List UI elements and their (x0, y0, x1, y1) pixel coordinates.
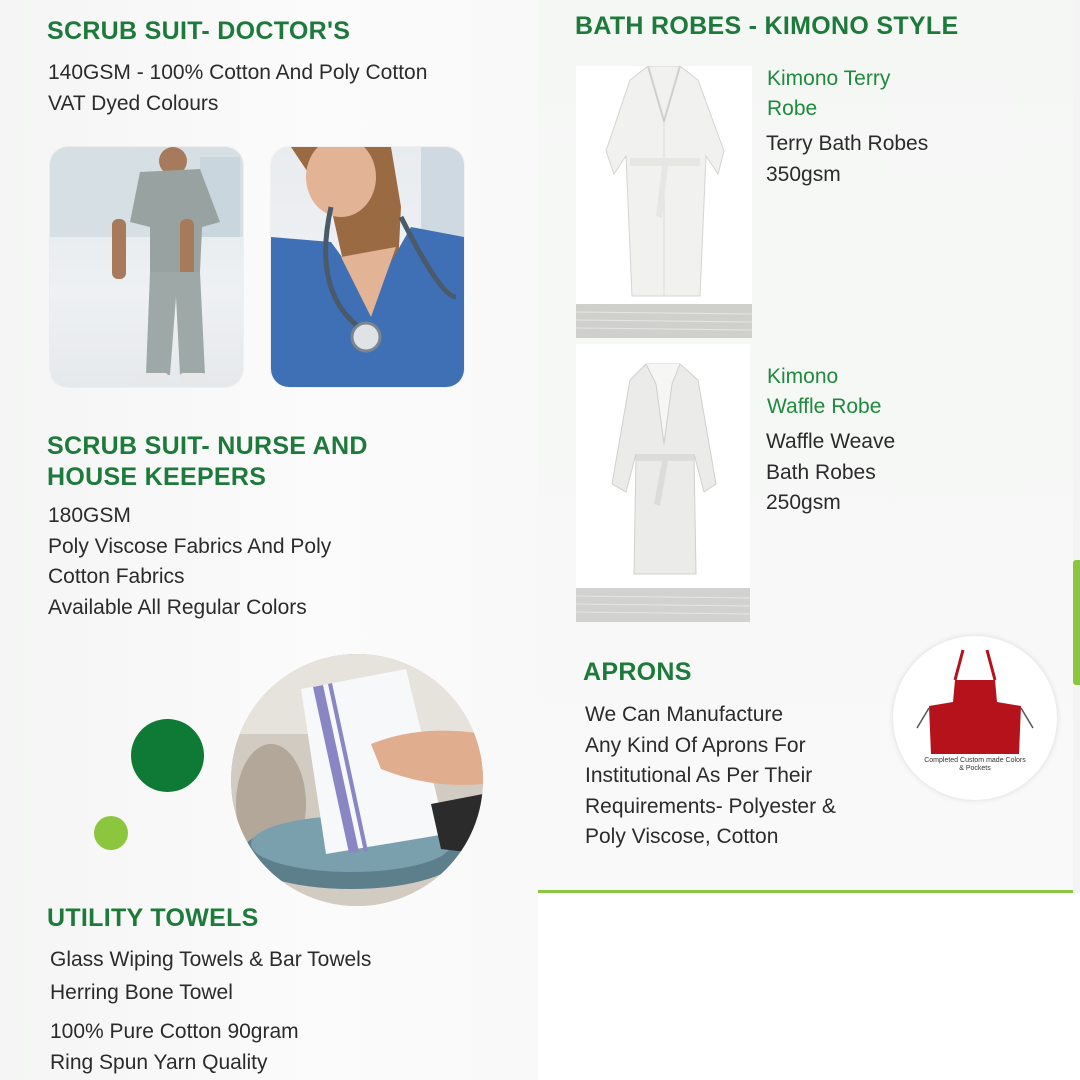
scrub-nurse-title-line: HOUSE KEEPERS (47, 463, 267, 491)
waffle-robe-name-line: Waffle Robe (767, 395, 882, 418)
waffle-robe-desc-line: 250gsm (766, 491, 841, 514)
terry-robe-name (767, 64, 890, 124)
aprons-desc (585, 700, 836, 853)
aprons-line: Poly Viscose, Cotton (585, 825, 779, 848)
aprons-line: Requirements- Polyester & (585, 794, 836, 818)
scrub-doctors-desc (48, 58, 427, 119)
scrub-nurse-title-line: SCRUB SUIT- NURSE AND (47, 432, 368, 460)
utility-towels-title: UTILITY TOWELS (47, 904, 259, 932)
scrub-doctors-line: VAT Dyed Colours (48, 91, 219, 115)
utility-towels-desc (50, 943, 371, 1078)
utility-towels-line: Glass Wiping Towels & Bar Towels (50, 948, 372, 971)
terry-robe-desc-line: 350gsm (766, 162, 841, 186)
aprons-line: Any Kind Of Aprons For (585, 733, 806, 757)
terry-robe-desc-line: Terry Bath Robes (766, 132, 929, 155)
apron-photo (893, 636, 1057, 800)
scrub-doctors-title: SCRUB SUIT- DOCTOR'S (47, 17, 351, 45)
utility-towel-photo (231, 654, 483, 906)
aprons-title: APRONS (583, 658, 692, 686)
bath-robes-title: BATH ROBES - KIMONO STYLE (575, 12, 959, 40)
apron-photo-caption: Completed Custom made Colors & Pockets (924, 757, 1026, 772)
utility-towels-line: 100% Pure Cotton 90gram (50, 1020, 299, 1043)
scrub-nurse-line: Available All Regular Colors (48, 595, 307, 619)
waffle-robe-desc-line: Bath Robes (766, 460, 876, 484)
scrub-doctors-line: 140GSM - 100% Cotton And Poly Cotton (48, 61, 428, 84)
utility-towels-line: Herring Bone Towel (50, 981, 233, 1004)
aprons-line: Institutional As Per Their (585, 764, 813, 787)
aprons-line: We Can Manufacture (585, 703, 784, 726)
waffle-robe-name (767, 362, 881, 422)
utility-towels-line: Ring Spun Yarn Quality (50, 1051, 268, 1074)
terry-robe-name-line: Robe (767, 97, 818, 120)
waffle-robe-desc (766, 427, 895, 519)
waffle-robe-desc-line: Waffle Weave (766, 430, 896, 453)
scrub-nurse-desc (48, 501, 331, 623)
terry-robe-desc (766, 129, 928, 190)
decor-circle-dark (131, 719, 204, 792)
scrub-nurse-title (47, 431, 368, 493)
waffle-robe-name-line: Kimono (767, 365, 839, 388)
nurse-scrubs-photo (271, 147, 464, 387)
side-accent-bar (1073, 560, 1080, 685)
waffle-robe-photo (576, 344, 750, 622)
scrub-nurse-line: Poly Viscose Fabrics And Poly (48, 534, 332, 558)
doctor-scrubs-photo (50, 147, 243, 387)
scrub-nurse-line: Cotton Fabrics (48, 565, 185, 588)
terry-robe-name-line: Kimono Terry (767, 67, 891, 90)
terry-robe-photo (576, 66, 752, 338)
scrub-nurse-line: 180GSM (48, 504, 131, 527)
decor-circle-light (94, 816, 128, 850)
lower-right-blank (538, 893, 1080, 1080)
